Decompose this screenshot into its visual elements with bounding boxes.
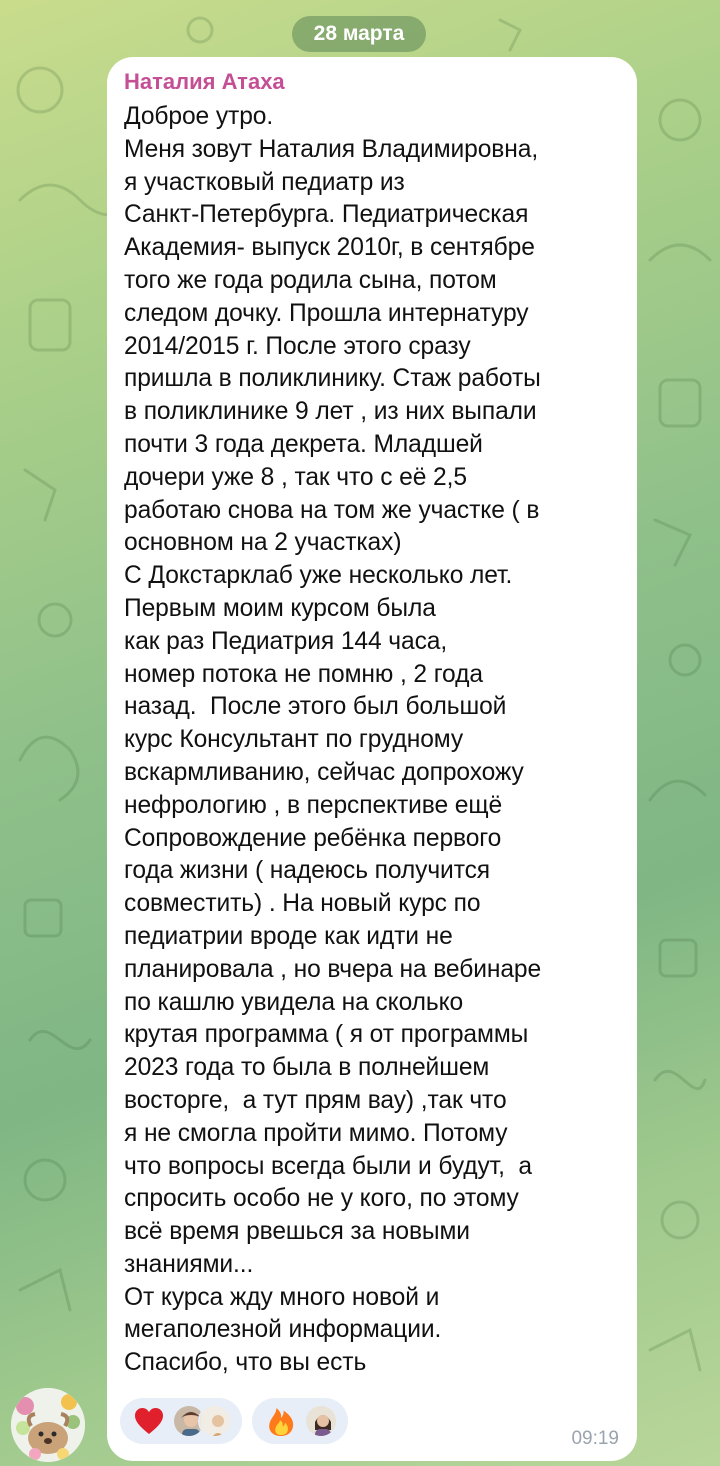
message-time: 09:19 xyxy=(571,1428,619,1449)
heart-icon xyxy=(132,1404,166,1438)
message-bubble[interactable] xyxy=(107,57,637,1461)
reactor-avatar xyxy=(198,1404,232,1438)
sender-avatar[interactable] xyxy=(11,1388,85,1462)
fire-icon xyxy=(264,1404,298,1438)
reaction-fire[interactable] xyxy=(252,1398,348,1444)
reactions-bar xyxy=(120,1398,348,1444)
reaction-heart[interactable] xyxy=(120,1398,242,1444)
date-separator: 28 марта xyxy=(292,16,426,52)
reactor-avatar xyxy=(304,1404,338,1438)
message-text: Доброе утро. Меня зовут Наталия Владимировна, я участковый педиатр из Санкт-Петербурга. Педиатрическая Академия- выпуск 2010г, в сентябре того же года родила сына, потом следом дочку. Прошла интернатуру 2014/2015 г. После этого сразу пришла в поликлинику. Стаж работы в поликлинике 9 лет , из них выпали почти 3 года декрета. Младшей дочери уже 8 , так что с её 2,5 работаю снова на том же участке ( в основном на 2 участках) С Докстарклаб уже несколько лет. Первым моим курсом была как раз Педиатрия 144 часа, номер потока не помню , 2 года назад. После этого был большой курс Консультант по грудному вскармливанию, сейчас допрохожу нефрологию , в перспективе ещё Сопровождение ребёнка первого года жизни ( надеюсь получится совместить) . На новый курс по педиатрии вроде как идти не планировала , но вчера на вебинаре по кашлю увидела на сколько крутая программа ( я от программы 2023 года то была в полнейшем восторге, а тут прям вау) ,так что я не смогла пройти мимо. Потому что вопросы всегда были и будут, а спросить особо не у кого, по этому всё время рвешься за новыми знаниями... От курса жду много новой и мегаполезной информации. Спасибо, что вы есть xyxy=(124,103,542,1377)
sender-name[interactable]: Наталия Атаха xyxy=(124,69,285,94)
